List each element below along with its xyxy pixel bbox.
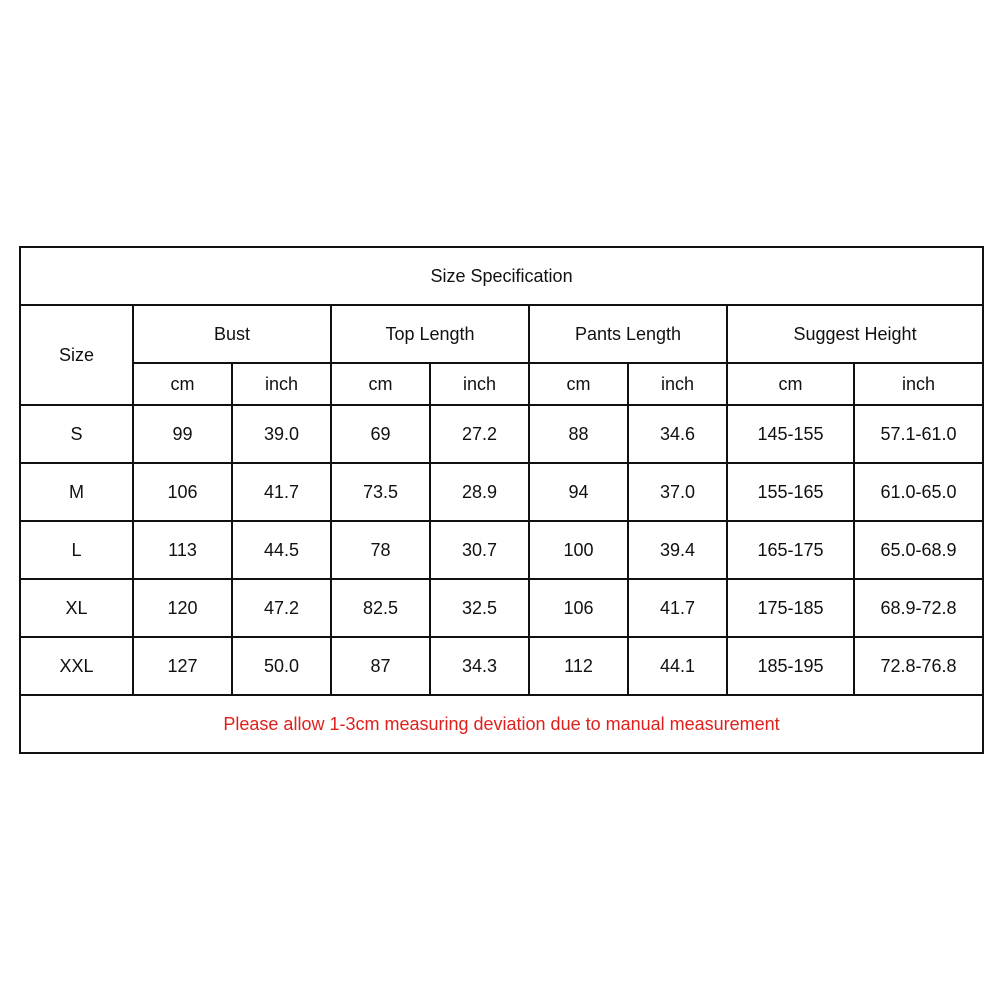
- table-cell: 68.9-72.8: [854, 579, 983, 637]
- table-cell: 28.9: [430, 463, 529, 521]
- table-row: [20, 637, 983, 695]
- size-label: L: [20, 521, 133, 579]
- size-label: M: [20, 463, 133, 521]
- table-cell: 127: [133, 637, 232, 695]
- unit-header: cm: [331, 363, 430, 405]
- table-cell: 41.7: [628, 579, 727, 637]
- table-cell: 39.0: [232, 405, 331, 463]
- size-label: XXL: [20, 637, 133, 695]
- unit-header: cm: [133, 363, 232, 405]
- unit-header: inch: [854, 363, 983, 405]
- table-cell: 61.0-65.0: [854, 463, 983, 521]
- table-cell: 120: [133, 579, 232, 637]
- pants-length-header: Pants Length: [529, 305, 727, 363]
- measurement-note: Please allow 1-3cm measuring deviation due to manual measurement: [20, 695, 983, 753]
- top-length-header: Top Length: [331, 305, 529, 363]
- table-row: [20, 463, 983, 521]
- suggest-height-header: Suggest Height: [727, 305, 983, 363]
- table-cell: 185-195: [727, 637, 854, 695]
- table-cell: 34.6: [628, 405, 727, 463]
- table-cell: 44.5: [232, 521, 331, 579]
- table-cell: 106: [133, 463, 232, 521]
- table-cell: 34.3: [430, 637, 529, 695]
- unit-header: inch: [232, 363, 331, 405]
- size-label: S: [20, 405, 133, 463]
- table-cell: 78: [331, 521, 430, 579]
- table-cell: 44.1: [628, 637, 727, 695]
- unit-header: cm: [727, 363, 854, 405]
- table-cell: 155-165: [727, 463, 854, 521]
- table-cell: 57.1-61.0: [854, 405, 983, 463]
- size-label: XL: [20, 579, 133, 637]
- size-specification-table: [19, 246, 984, 754]
- table-cell: 113: [133, 521, 232, 579]
- table-cell: 87: [331, 637, 430, 695]
- table-row: [20, 521, 983, 579]
- table-cell: 100: [529, 521, 628, 579]
- table-cell: 30.7: [430, 521, 529, 579]
- table-cell: 41.7: [232, 463, 331, 521]
- table-cell: 32.5: [430, 579, 529, 637]
- table-cell: 165-175: [727, 521, 854, 579]
- unit-header: inch: [628, 363, 727, 405]
- table-cell: 82.5: [331, 579, 430, 637]
- table-cell: 27.2: [430, 405, 529, 463]
- table-cell: 99: [133, 405, 232, 463]
- table-cell: 65.0-68.9: [854, 521, 983, 579]
- table-cell: 39.4: [628, 521, 727, 579]
- table-cell: 94: [529, 463, 628, 521]
- size-column-header: Size: [20, 305, 133, 405]
- table-row: [20, 405, 983, 463]
- table-cell: 37.0: [628, 463, 727, 521]
- table-cell: 112: [529, 637, 628, 695]
- table-row: [20, 579, 983, 637]
- unit-header: inch: [430, 363, 529, 405]
- table-cell: 145-155: [727, 405, 854, 463]
- unit-header: cm: [529, 363, 628, 405]
- table-cell: 106: [529, 579, 628, 637]
- table-cell: 72.8-76.8: [854, 637, 983, 695]
- table-cell: 88: [529, 405, 628, 463]
- table-cell: 47.2: [232, 579, 331, 637]
- table-cell: 69: [331, 405, 430, 463]
- table-cell: 73.5: [331, 463, 430, 521]
- table-cell: 50.0: [232, 637, 331, 695]
- table-title: Size Specification: [20, 247, 983, 305]
- bust-header: Bust: [133, 305, 331, 363]
- table-cell: 175-185: [727, 579, 854, 637]
